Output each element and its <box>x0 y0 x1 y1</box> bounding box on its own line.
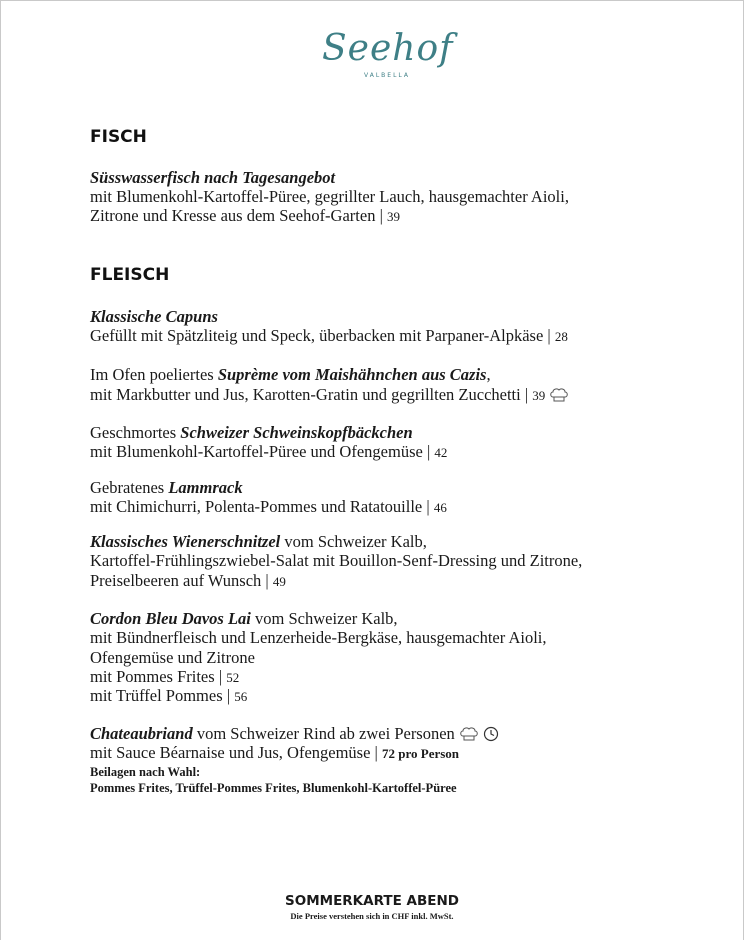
menu-item-description: mit Blumenkohl-Kartoffel-Püree und Ofengemüse | 42 <box>90 442 448 461</box>
menu-item-option: mit Pommes Frites | 52 <box>90 667 240 686</box>
menu-item-description: Ofengemüse und Zitrone <box>90 648 255 667</box>
menu-item-price: 72 pro Person <box>381 746 460 761</box>
menu-item-name: Süsswasserfisch nach Tagesangebot <box>90 168 336 187</box>
section-title-fleisch: FLEISCH <box>90 265 170 285</box>
menu-item-description: mit Markbutter und Jus, Karotten-Gratin und gegrillten Zucchetti | 39 <box>90 385 569 408</box>
sides-label: Beilagen nach Wahl: <box>90 765 201 779</box>
logo <box>318 26 454 86</box>
menu-item-name: Gebratenes Lammrack <box>90 478 243 497</box>
menu-item-price: 49 <box>272 574 286 589</box>
chef-hat-icon <box>459 726 479 747</box>
menu-item-option: mit Trüffel Pommes | 56 <box>90 686 248 705</box>
menu-item-price: 56 <box>234 689 248 704</box>
clock-icon <box>483 726 499 747</box>
menu-item-description: mit Chimichurri, Polenta-Pommes und Ratatouille | 46 <box>90 497 447 516</box>
menu-item-price: 42 <box>434 445 448 460</box>
menu-item-price: 39 <box>387 209 400 224</box>
menu-item-price: 46 <box>433 500 447 515</box>
menu-item-description: mit Blumenkohl-Kartoffel-Püree, gegrillter Lauch, hausgemachter Aioli, <box>90 187 569 206</box>
footer-note: Die Preise verstehen sich in CHF inkl. MwSt. <box>290 911 454 921</box>
menu-item-price: 39 <box>532 388 546 403</box>
logo-sub: VALBELLA <box>364 72 411 79</box>
menu-item-description: Gefüllt mit Spätzliteig und Speck, überbacken mit Parpaner-Alpkäse | 28 <box>90 326 568 345</box>
chef-hat-icon <box>549 387 569 408</box>
menu-item-name: Im Ofen poeliertes Suprème vom Maishähnchen aus Cazis, <box>90 365 491 384</box>
menu-item-name: Klassische Capuns <box>90 307 218 326</box>
section-title-fisch: FISCH <box>90 127 147 147</box>
menu-item-name: Chateaubriand vom Schweizer Rind ab zwei Personen <box>90 724 499 747</box>
footer-title: SOMMERKARTE ABEND <box>285 893 459 909</box>
sides-list: Pommes Frites, Trüffel-Pommes Frites, Blumenkohl-Kartoffel-Püree <box>90 781 457 795</box>
menu-item-name: Cordon Bleu Davos Lai vom Schweizer Kalb, <box>90 609 398 628</box>
menu-item-name: Geschmortes Schweizer Schweinskopfbäckchen <box>90 423 413 442</box>
menu-item-name: Klassisches Wienerschnitzel vom Schweizer Kalb, <box>90 532 427 551</box>
logo-name: Seehof <box>322 28 454 69</box>
menu-item-price: 52 <box>226 670 240 685</box>
menu-item-description: Zitrone und Kresse aus dem Seehof-Garten | 39 <box>90 206 400 225</box>
menu-item-description: Preiselbeeren auf Wunsch | 49 <box>90 571 286 590</box>
menu-item-price: 28 <box>554 329 568 344</box>
menu-item-description: Kartoffel-Frühlingszwiebel-Salat mit Bouillon-Senf-Dressing und Zitrone, <box>90 551 583 570</box>
menu-item-description: mit Sauce Béarnaise und Jus, Ofengemüse | 72 pro Person <box>90 743 460 762</box>
menu-item-description: mit Bündnerfleisch und Lenzerheide-Bergkäse, hausgemachter Aioli, <box>90 628 547 647</box>
